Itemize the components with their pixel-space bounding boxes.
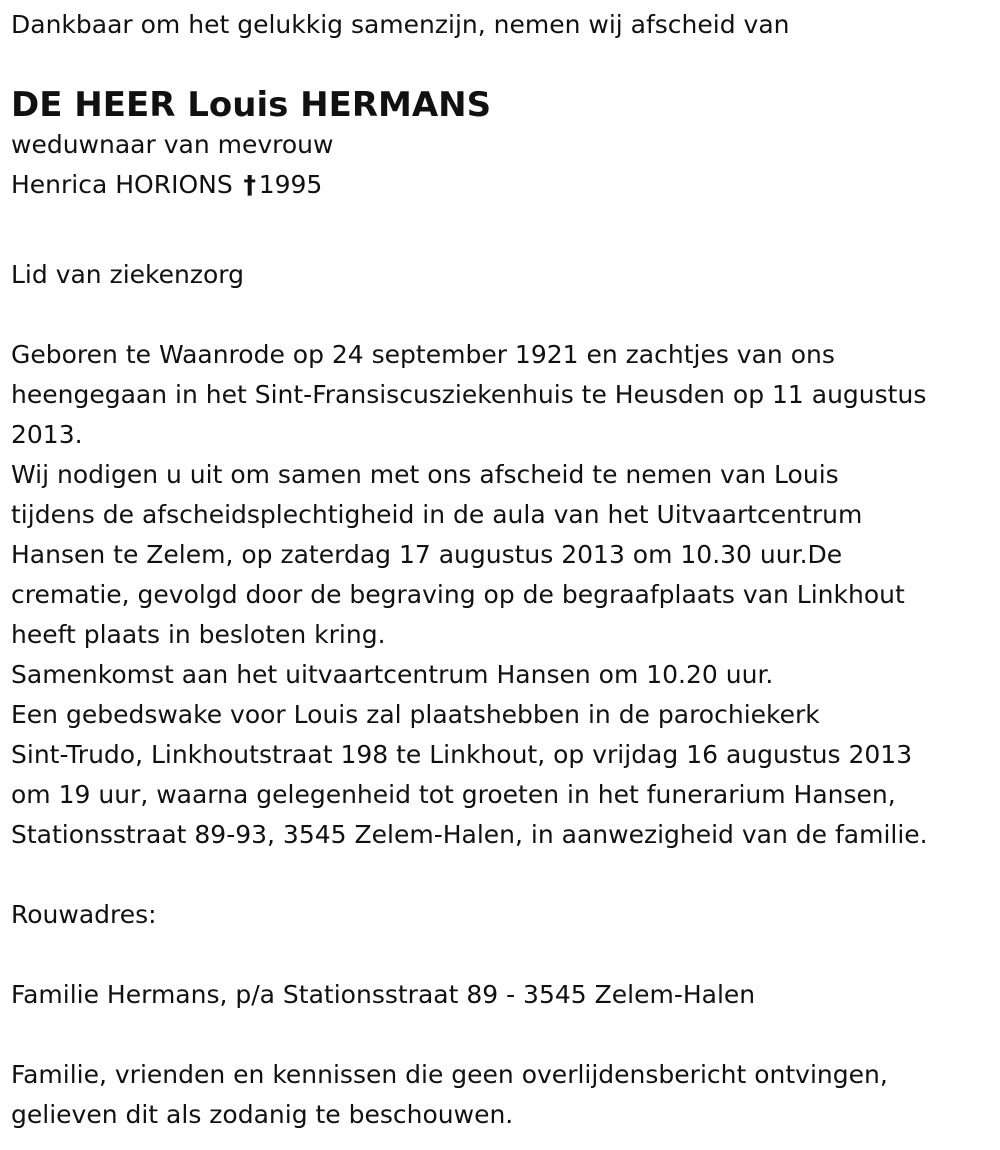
deceased-block — [11, 85, 980, 205]
body-line: Hansen te Zelem, op zaterdag 17 augustus 2013 om 10.30 uur.De — [11, 540, 843, 569]
body-line: Sint-Trudo, Linkhoutstraat 198 te Linkhout, op vrijdag 16 augustus 2013 — [11, 740, 913, 769]
body-line: heengegaan in het Sint-Fransiscusziekenhuis te Heusden op 11 augustus — [11, 380, 927, 409]
body-line: crematie, gevolgd door de begraving op de begraafplaats van Linkhout — [11, 580, 905, 609]
deceased-name: DE HEER Louis HERMANS — [11, 85, 492, 125]
body-line: Wij nodigen u uit om samen met ons afscheid te nemen van Louis — [11, 460, 839, 489]
body-text — [11, 335, 980, 855]
closing-line: gelieven dit als zodanig te beschouwen. — [11, 1100, 514, 1129]
spouse-name: Henrica HORIONS — [11, 170, 233, 199]
closing-text — [11, 1055, 980, 1135]
closing-line: Familie, vrienden en kennissen die geen overlijdensbericht ontvingen, — [11, 1060, 888, 1089]
body-line: om 19 uur, waarna gelegenheid tot groeten in het funerarium Hansen, — [11, 780, 896, 809]
relation-line: weduwnaar van mevrouw — [11, 130, 334, 159]
intro-line: Dankbaar om het gelukkig samenzijn, nemen wij afscheid van — [11, 10, 790, 39]
body-line: heeft plaats in besloten kring. — [11, 620, 386, 649]
membership-text — [11, 255, 980, 295]
intro-text — [11, 5, 980, 45]
body-line: tijdens de afscheidsplechtigheid in de aula van het Uitvaartcentrum — [11, 500, 863, 529]
cross-icon: † — [243, 170, 256, 199]
body-line: Een gebedswake voor Louis zal plaatshebben in de parochiekerk — [11, 700, 820, 729]
rouwadres-line: Familie Hermans, p/a Stationsstraat 89 - 3545 Zelem-Halen — [11, 980, 756, 1009]
membership-line: Lid van ziekenzorg — [11, 260, 244, 289]
rouwadres-label-line: Rouwadres: — [11, 900, 157, 929]
spouse-death-year: 1995 — [258, 170, 323, 199]
rouwadres-address — [11, 975, 980, 1015]
body-line: Geboren te Waanrode op 24 september 1921 en zachtjes van ons — [11, 340, 835, 369]
body-line: Stationsstraat 89-93, 3545 Zelem-Halen, in aanwezigheid van de familie. — [11, 820, 928, 849]
body-line: 2013. — [11, 420, 83, 449]
spouse-line — [11, 165, 980, 205]
body-line: Samenkomst aan het uitvaartcentrum Hansen om 10.20 uur. — [11, 660, 774, 689]
rouwadres-label — [11, 895, 980, 935]
